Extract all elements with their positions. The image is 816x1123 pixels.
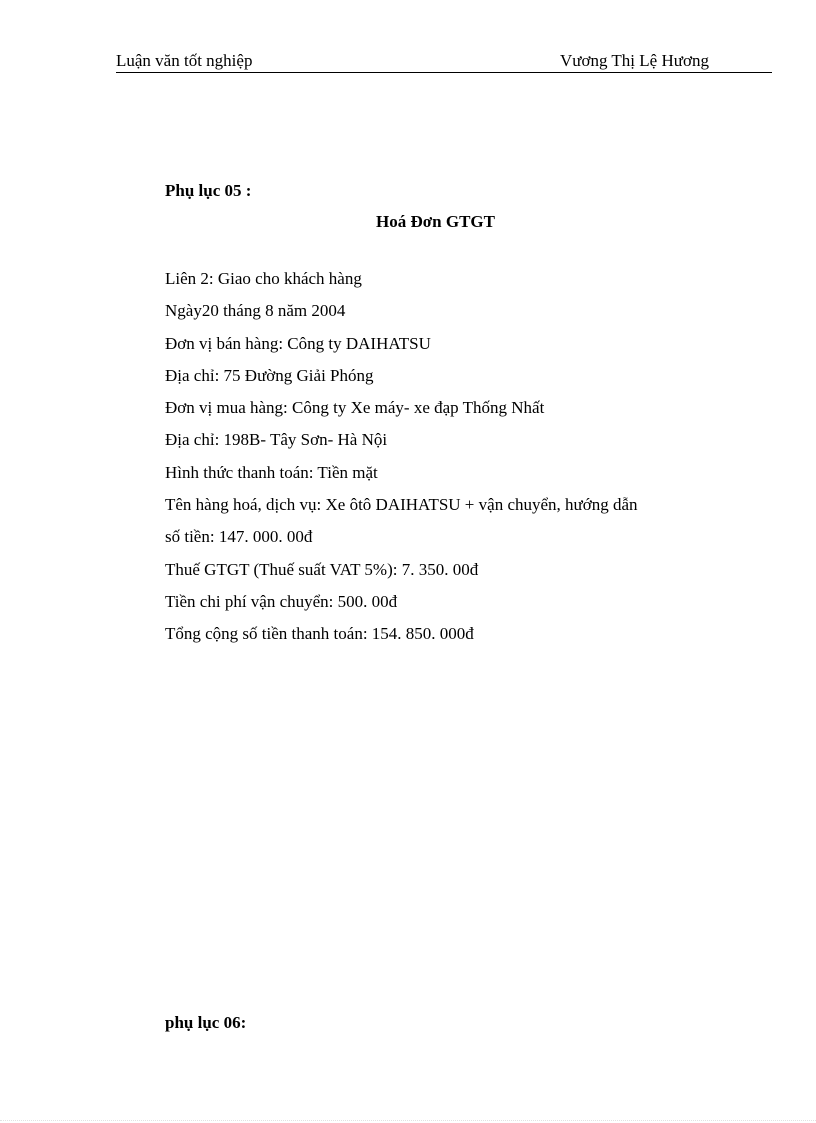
- header-thesis-label: Luận văn tốt nghiệp: [116, 51, 253, 70]
- invoice-line-amount: số tiền: 147. 000. 00đ: [165, 527, 313, 547]
- page-bottom-border: [0, 1120, 816, 1121]
- invoice-title: Hoá Đơn GTGT: [376, 212, 495, 231]
- invoice-line-shipping: Tiền chi phí vận chuyển: 500. 00đ: [165, 591, 398, 611]
- invoice-line-seller: Đơn vị bán hàng: Công ty DAIHATSU: [165, 333, 431, 353]
- invoice-details: [165, 269, 725, 657]
- invoice-line-date: Ngày20 tháng 8 năm 2004: [165, 301, 346, 321]
- invoice-line-goods: Tên hàng hoá, dịch vụ: Xe ôtô DAIHATSU + vận chuyển, hướng dẫn: [165, 495, 638, 515]
- header-author-name: Vương Thị Lệ Hương: [560, 51, 709, 70]
- invoice-line-buyer: Đơn vị mua hàng: Công ty Xe máy- xe đạp Thống Nhất: [165, 398, 545, 418]
- page-header: [116, 50, 772, 73]
- appendix-06-heading: phụ lục 06:: [165, 1013, 247, 1032]
- invoice-line-buyer-address: Địa chỉ: 198B- Tây Sơn- Hà Nội: [165, 430, 388, 450]
- invoice-line-vat: Thuế GTGT (Thuế suất VAT 5%): 7. 350. 00đ: [165, 559, 479, 579]
- appendix-05-heading: Phụ lục 05 :: [165, 181, 252, 200]
- invoice-line-total: Tổng cộng số tiền thanh toán: 154. 850. 000đ: [165, 624, 474, 644]
- invoice-line-copy: Liên 2: Giao cho khách hàng: [165, 269, 362, 288]
- invoice-line-payment-method: Hình thức thanh toán: Tiền mặt: [165, 462, 378, 482]
- invoice-line-seller-address: Địa chỉ: 75 Đường Giải Phóng: [165, 365, 374, 385]
